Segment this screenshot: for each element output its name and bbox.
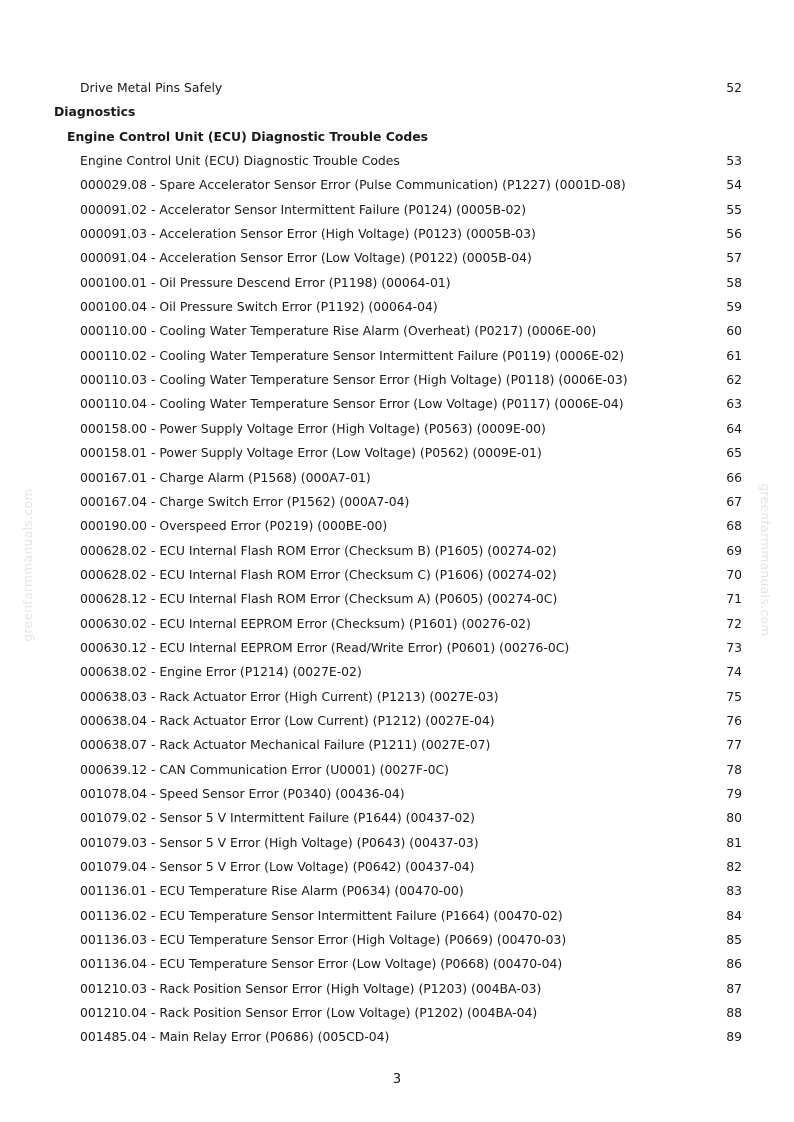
toc-entry-page: 77 (726, 737, 742, 753)
toc-entry[interactable] (0, 319, 794, 343)
toc-entry-title: 000110.03 - Cooling Water Temperature Sensor Error (High Voltage) (P0118) (0006E-03) (80, 372, 628, 388)
toc-entry[interactable] (0, 149, 794, 173)
toc-entry[interactable] (0, 76, 794, 100)
toc-entry-title: 001136.02 - ECU Temperature Sensor Intermittent Failure (P1664) (00470-02) (80, 907, 563, 923)
toc-entry[interactable] (0, 1025, 794, 1049)
toc-entry-title: 001136.04 - ECU Temperature Sensor Error (Low Voltage) (P0668) (00470-04) (80, 956, 563, 972)
toc-entry-page: 84 (726, 907, 742, 923)
toc-entry-title: 000091.04 - Acceleration Sensor Error (Low Voltage) (P0122) (0005B-04) (80, 250, 532, 266)
toc-entry[interactable] (0, 271, 794, 295)
toc-entry[interactable] (0, 758, 794, 782)
toc-entry-title: Drive Metal Pins Safely (80, 80, 223, 95)
toc-entry-page: 67 (726, 493, 742, 509)
toc-entry[interactable] (0, 344, 794, 368)
toc-entry-title: 001079.02 - Sensor 5 V Intermittent Failure (P1644) (00437-02) (80, 810, 476, 826)
toc-entry[interactable] (0, 733, 794, 757)
toc-entry-page: 83 (726, 883, 742, 899)
toc-entry-page: 55 (726, 201, 742, 217)
toc-entry-title: Diagnostics (54, 104, 136, 120)
page-number: 3 (392, 1072, 402, 1087)
toc-entry-page: 56 (726, 226, 742, 242)
toc-entry-title: 000158.00 - Power Supply Voltage Error (High Voltage) (P0563) (0009E-00) (80, 420, 546, 436)
toc-entry-title: 001485.04 - Main Relay Error (P0686) (005CD-04) (80, 1029, 390, 1045)
toc-entry[interactable] (0, 977, 794, 1001)
toc-entry-title: Engine Control Unit (ECU) Diagnostic Trouble Codes (67, 128, 429, 144)
toc-entry-title: 000630.12 - ECU Internal EEPROM Error (Read/Write Error) (P0601) (00276-0C) (80, 639, 570, 655)
toc-entry[interactable] (0, 831, 794, 855)
toc-entry-page: 81 (726, 834, 742, 850)
toc-entry-title: 000190.00 - Overspeed Error (P0219) (000BE-00) (80, 518, 388, 534)
table-of-contents (0, 76, 794, 1050)
toc-heading (0, 100, 794, 124)
toc-entry-title: 000100.01 - Oil Pressure Descend Error (P1198) (00064-01) (80, 274, 451, 290)
toc-entry[interactable] (0, 466, 794, 490)
toc-entry[interactable] (0, 246, 794, 270)
toc-entry-title: 000639.12 - CAN Communication Error (U0001) (0027F-0C) (80, 761, 449, 777)
toc-entry[interactable] (0, 1001, 794, 1025)
toc-entry-title: 000110.04 - Cooling Water Temperature Sensor Error (Low Voltage) (P0117) (0006E-04) (80, 396, 624, 412)
toc-entry[interactable] (0, 636, 794, 660)
toc-entry-title: 000628.02 - ECU Internal Flash ROM Error (Checksum B) (P1605) (00274-02) (80, 542, 557, 558)
toc-entry-page: 76 (726, 712, 742, 728)
toc-entry-title: 000638.04 - Rack Actuator Error (Low Current) (P1212) (0027E-04) (80, 712, 495, 728)
toc-entry[interactable] (0, 368, 794, 392)
toc-entry-title: 000029.08 - Spare Accelerator Sensor Error (Pulse Communication) (P1227) (0001D-08) (80, 177, 626, 193)
toc-entry[interactable] (0, 709, 794, 733)
toc-entry-title: 001078.04 - Speed Sensor Error (P0340) (00436-04) (80, 785, 405, 801)
toc-entry-page: 68 (726, 518, 742, 534)
toc-entry-page: 74 (726, 664, 742, 680)
toc-entry-page: 53 (726, 153, 742, 169)
toc-entry-page: 87 (726, 980, 742, 996)
watermark-left: greenfarmmanuals.com (21, 488, 35, 642)
toc-entry-title: 000628.02 - ECU Internal Flash ROM Error (Checksum C) (P1606) (00274-02) (80, 566, 557, 582)
toc-entry-title: 000158.01 - Power Supply Voltage Error (Low Voltage) (P0562) (0009E-01) (80, 445, 542, 461)
toc-entry[interactable] (0, 587, 794, 611)
toc-entry-title: 000167.01 - Charge Alarm (P1568) (000A7-01) (80, 469, 371, 485)
toc-entry-title: 000167.04 - Charge Switch Error (P1562) (000A7-04) (80, 493, 410, 509)
toc-entry-page: 79 (726, 785, 742, 801)
watermark-right: greenfarmmanuals.com (758, 483, 772, 637)
toc-entry-title: 000638.07 - Rack Actuator Mechanical Failure (P1211) (0027E-07) (80, 737, 491, 753)
toc-entry-page: 78 (726, 761, 742, 777)
toc-entry-title: 000091.02 - Accelerator Sensor Intermittent Failure (P0124) (0005B-02) (80, 201, 527, 217)
toc-entry-title: 001210.03 - Rack Position Sensor Error (High Voltage) (P1203) (004BA-03) (80, 980, 542, 996)
toc-entry-page: 86 (726, 956, 742, 972)
toc-entry-page: 75 (726, 688, 742, 704)
toc-entry[interactable] (0, 806, 794, 830)
toc-entry-page: 60 (726, 323, 742, 339)
toc-entry-title: 000628.12 - ECU Internal Flash ROM Error (Checksum A) (P0605) (00274-0C) (80, 591, 558, 607)
toc-entry[interactable] (0, 685, 794, 709)
toc-entry-page: 54 (726, 177, 742, 193)
toc-entry[interactable] (0, 490, 794, 514)
toc-entry-title: 000110.02 - Cooling Water Temperature Sensor Intermittent Failure (P0119) (0006E-02) (80, 347, 625, 363)
toc-entry[interactable] (0, 441, 794, 465)
toc-entry[interactable] (0, 173, 794, 197)
toc-entry[interactable] (0, 539, 794, 563)
toc-entry[interactable] (0, 514, 794, 538)
toc-entry[interactable] (0, 879, 794, 903)
toc-entry-page: 62 (726, 372, 742, 388)
toc-entry-title: 000091.03 - Acceleration Sensor Error (High Voltage) (P0123) (0005B-03) (80, 226, 536, 242)
toc-entry-title: 001210.04 - Rack Position Sensor Error (Low Voltage) (P1202) (004BA-04) (80, 1005, 538, 1021)
toc-entry[interactable] (0, 563, 794, 587)
toc-entry[interactable] (0, 295, 794, 319)
toc-entry-title: 000638.03 - Rack Actuator Error (High Current) (P1213) (0027E-03) (80, 688, 499, 704)
toc-entry[interactable] (0, 952, 794, 976)
toc-entry-page: 69 (726, 542, 742, 558)
toc-entry-title: 001136.03 - ECU Temperature Sensor Error (High Voltage) (P0669) (00470-03) (80, 932, 567, 948)
toc-entry-page: 65 (726, 445, 742, 461)
toc-entry[interactable] (0, 612, 794, 636)
toc-entry-page: 89 (726, 1029, 742, 1045)
toc-entry[interactable] (0, 855, 794, 879)
toc-entry-page: 80 (726, 810, 742, 826)
toc-entry-page: 58 (726, 274, 742, 290)
toc-entry[interactable] (0, 392, 794, 416)
toc-entry-page: 66 (726, 469, 742, 485)
toc-entry-page: 61 (726, 347, 742, 363)
toc-entry[interactable] (0, 928, 794, 952)
toc-entry-page: 73 (726, 639, 742, 655)
toc-entry-title: 001136.01 - ECU Temperature Rise Alarm (P0634) (00470-00) (80, 883, 464, 899)
toc-entry-page: 72 (726, 615, 742, 631)
toc-entry-page: 63 (726, 396, 742, 412)
toc-entry-title: 001079.04 - Sensor 5 V Error (Low Voltage) (P0642) (00437-04) (80, 859, 475, 874)
toc-heading (0, 125, 794, 149)
toc-entry[interactable] (0, 904, 794, 928)
toc-entry-title: 000110.00 - Cooling Water Temperature Rise Alarm (Overheat) (P0217) (0006E-00) (80, 323, 597, 339)
toc-entry-title: 000638.02 - Engine Error (P1214) (0027E-02) (80, 664, 362, 680)
toc-entry-page: 70 (726, 566, 742, 582)
toc-entry[interactable] (0, 660, 794, 684)
toc-entry-page: 52 (726, 80, 742, 95)
toc-entry-page: 64 (726, 420, 742, 436)
toc-entry-page: 88 (726, 1005, 742, 1021)
toc-entry[interactable] (0, 198, 794, 222)
toc-entry-title: 000100.04 - Oil Pressure Switch Error (P1192) (00064-04) (80, 299, 438, 315)
toc-entry[interactable] (0, 782, 794, 806)
toc-entry[interactable] (0, 417, 794, 441)
toc-entry-page: 85 (726, 932, 742, 948)
toc-entry-page: 59 (726, 299, 742, 315)
toc-entry-page: 71 (726, 591, 742, 607)
toc-entry-title: 001079.03 - Sensor 5 V Error (High Voltage) (P0643) (00437-03) (80, 834, 479, 850)
toc-entry-title: 000630.02 - ECU Internal EEPROM Error (Checksum) (P1601) (00276-02) (80, 615, 531, 631)
toc-entry-page: 82 (726, 859, 742, 874)
toc-entry-title: Engine Control Unit (ECU) Diagnostic Trouble Codes (80, 153, 400, 169)
toc-entry-page: 57 (726, 250, 742, 266)
toc-entry[interactable] (0, 222, 794, 246)
